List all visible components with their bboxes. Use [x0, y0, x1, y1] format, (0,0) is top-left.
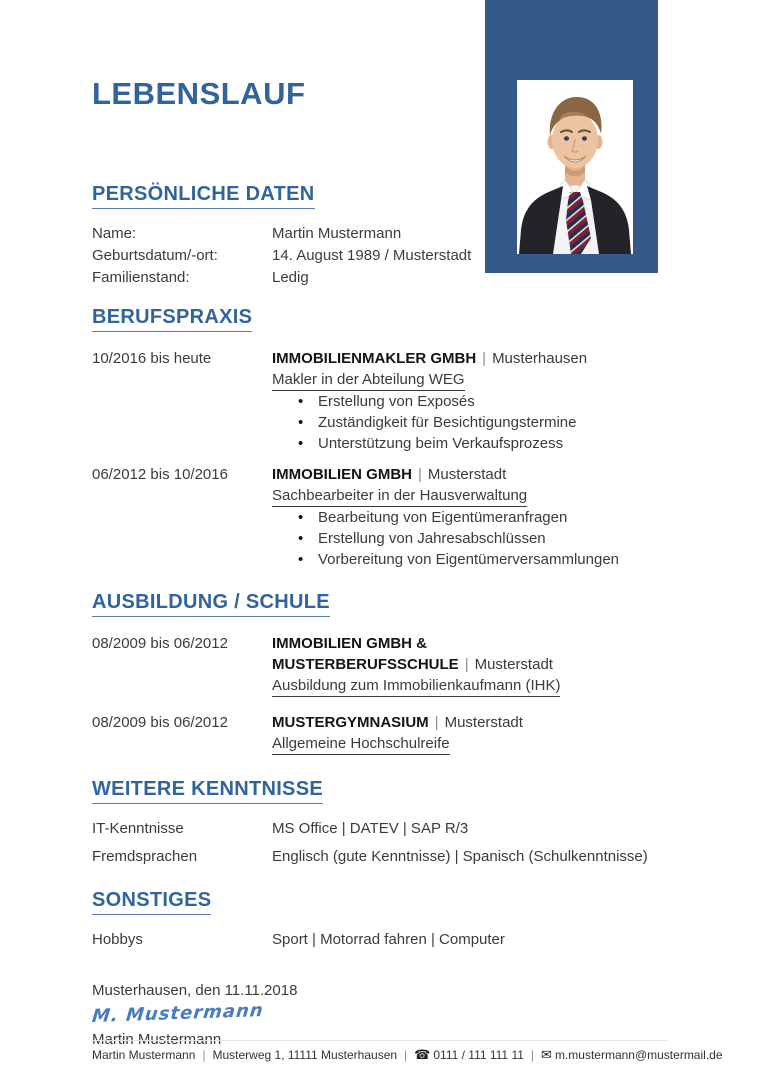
row-value: Martin Mustermann: [272, 225, 402, 242]
entry-company-line: [272, 348, 668, 369]
bullet-item: [298, 391, 668, 412]
row-label: Geburtsdatum/-ort:: [92, 247, 218, 264]
bullet-text: Erstellung von Jahresabschlüssen: [318, 530, 546, 547]
row-value: MS Office | DATEV | SAP R/3: [272, 820, 469, 837]
cv-content: [92, 0, 668, 1051]
pipe-separator: |: [434, 714, 439, 731]
pipe-separator: |: [418, 466, 422, 483]
company-location: Musterstadt: [474, 656, 553, 673]
bullet-dot: •: [298, 530, 304, 547]
company-name: IMMOBILIEN GMBH: [272, 466, 412, 483]
education-entry: [92, 633, 668, 697]
pipe-separator: |: [482, 350, 487, 367]
bullet-text: Vorbereitung von Eigentümerversammlungen: [318, 551, 620, 568]
skills-row-it: [92, 818, 668, 840]
entry-role: Allgemeine Hochschulreife: [272, 733, 668, 755]
misc-rows: [92, 929, 668, 951]
experience-entry: [92, 348, 668, 454]
pipe-separator: |: [530, 1048, 535, 1062]
entry-company-line: [272, 464, 668, 485]
section-heading-education: AUSBILDUNG / SCHULE: [92, 590, 668, 617]
entry-bullets: [272, 391, 668, 454]
pipe-separator: |: [202, 1048, 206, 1062]
entry-bullets: [272, 507, 668, 570]
row-value: Sport | Motorrad fahren | Computer: [272, 931, 505, 948]
telephone-icon: ☎: [414, 1047, 431, 1062]
misc-row-hobbies: [92, 929, 668, 951]
signature-handwriting: M. Mustermann: [90, 999, 265, 1028]
row-label: Familienstand:: [92, 269, 190, 286]
bullet-text: Erstellung von Exposés: [318, 393, 475, 410]
entry-body: [272, 348, 668, 454]
footer-name: Martin Mustermann: [92, 1048, 196, 1062]
pipe-separator: |: [404, 1048, 408, 1062]
entry-company-line: [272, 633, 668, 675]
bullet-item: [298, 433, 668, 454]
bullet-dot: •: [298, 414, 304, 431]
row-label: IT-Kenntnisse: [92, 820, 184, 837]
skills-rows: [92, 818, 668, 868]
signature-name: Martin Mustermann: [92, 1031, 222, 1048]
bullet-text: Zuständigkeit für Besichtigungstermine: [318, 414, 577, 431]
company-name: IMMOBILIEN GMBH & MUSTERBERUFSSCHULE: [272, 635, 459, 673]
section-heading-misc: SONSTIGES: [92, 888, 668, 915]
company-name: IMMOBILIENMAKLER GMBH: [272, 350, 477, 367]
entry-body: [272, 464, 668, 570]
bullet-dot: •: [298, 435, 304, 452]
entry-role: Makler in der Abteilung WEG: [272, 369, 668, 391]
education-entry: [92, 712, 668, 755]
entry-body: [272, 712, 668, 755]
company-location: Musterstadt: [427, 466, 507, 483]
company-location: Musterstadt: [444, 714, 523, 731]
signature-place-date: Musterhausen, den 11.11.2018: [92, 982, 298, 999]
bullet-item: [298, 412, 668, 433]
bullet-item: [298, 507, 668, 528]
row-label: Fremdsprachen: [92, 848, 198, 865]
pipe-separator: |: [464, 656, 469, 673]
entry-period: 06/2012 bis 10/2016: [92, 466, 228, 483]
personal-row-birth: [92, 245, 668, 267]
bullet-dot: •: [298, 551, 304, 568]
row-value: Englisch (gute Kenntnisse) | Spanisch (Schulkenntnisse): [272, 848, 648, 865]
entry-period: 10/2016 bis heute: [92, 350, 212, 367]
entry-role: Sachbearbeiter in der Hausverwaltung: [272, 485, 668, 507]
page-title: LEBENSLAUF: [92, 76, 306, 111]
bullet-dot: •: [298, 393, 304, 410]
row-value: 14. August 1989 / Musterstadt: [272, 247, 472, 264]
bullet-dot: •: [298, 509, 304, 526]
entry-role: Ausbildung zum Immobilienkaufmann (IHK): [272, 675, 668, 697]
row-value: Ledig: [272, 269, 309, 286]
company-name: MUSTERGYMNASIUM: [272, 714, 429, 731]
personal-row-status: [92, 267, 668, 289]
footer-email: m.mustermann@mustermail.de: [554, 1048, 723, 1062]
footer-phone: 0111 / 111 111 11: [433, 1048, 524, 1062]
entry-body: [272, 633, 668, 697]
personal-row-name: [92, 223, 668, 245]
bullet-item: [298, 549, 668, 570]
footer: [92, 1040, 723, 1063]
section-heading-personal: PERSÖNLICHE DATEN: [92, 182, 668, 209]
footer-address: Musterweg 1, 11111 Musterhausen: [212, 1048, 398, 1062]
bullet-text: Unterstützung beim Verkaufsprozess: [318, 435, 564, 452]
experience-entry: [92, 464, 668, 570]
bullet-item: [298, 528, 668, 549]
company-location: Musterhausen: [492, 350, 588, 367]
section-heading-skills: WEITERE KENNTNISSE: [92, 777, 668, 804]
bullet-text: Bearbeitung von Eigentümeranfragen: [318, 509, 568, 526]
envelope-icon: ✉: [541, 1047, 552, 1062]
entry-period: 08/2009 bis 06/2012: [92, 714, 228, 731]
row-label: Name:: [92, 225, 137, 242]
personal-data-rows: [92, 223, 668, 289]
row-label: Hobbys: [92, 931, 143, 948]
entry-company-line: [272, 712, 668, 733]
entry-period: 08/2009 bis 06/2012: [92, 635, 228, 652]
skills-row-languages: [92, 846, 668, 868]
section-heading-experience: BERUFSPRAXIS: [92, 305, 668, 332]
